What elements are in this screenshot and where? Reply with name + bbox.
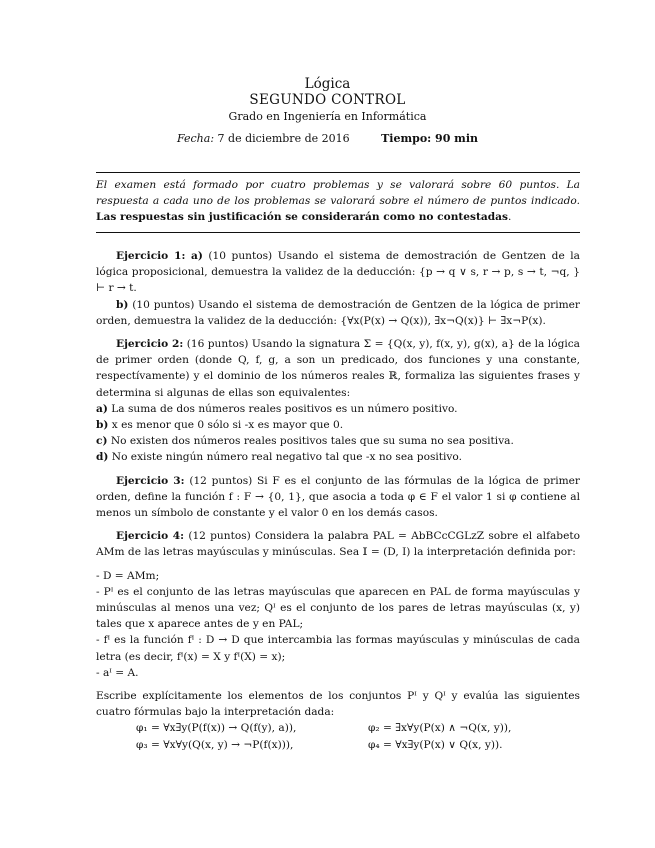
subject-title: Lógica: [304, 76, 351, 92]
ej2-item-text: No existe ningún número real negativo tal que -x no sea positivo.: [111, 451, 462, 464]
ejercicio-3: [96, 473, 580, 522]
intro-end: .: [508, 211, 512, 223]
ej4-text: (12 puntos) Considera la palabra PAL = AbBCcCGLzZ sobre el alfabeto AMm de las letras mayúsculas y minúsculas. Sea 𝕀 = (D, I) la interpretación definida por:: [96, 530, 580, 559]
tiempo-label: Tiempo: 90 min: [381, 132, 478, 145]
exam-body: [96, 248, 580, 753]
ej1-a-label: a): [190, 250, 203, 262]
ej4-line-f: - fᴵ es la función fᴵ : D → D que intercambia las formas mayúsculas y minúsculas de cada letra (es decir, fᴵ(x) = X y fᴵ(X) = x);: [96, 634, 580, 663]
exam-title: SEGUNDO CONTROL: [249, 92, 406, 108]
ej2-text: (16 puntos) Usando la signatura Σ = {Q(x, y), f(x, y), g(x), a} de la lógica de primer orden (donde Q, f, g, a son un predicado, dos funciones y una constante, respectívamente) y el dominio de los números reales ℝ, formaliza las siguientes frases y determina si algunas de ellas son equivalentes:: [96, 338, 580, 399]
intro-box: [96, 177, 580, 225]
ej3-text: (12 puntos) Si F es el conjunto de las fórmulas de la lógica de primer orden, define la función f : F → {0, 1}, que asocia a toda φ ∈ F el valor 1 si φ contiene al menos un símbolo de constante y el valor 0 en los demás casos.: [96, 474, 580, 520]
ej4-label: Ejercicio 4:: [116, 530, 185, 543]
bottom-rule: [96, 232, 580, 233]
ej2-label: Ejercicio 2:: [116, 338, 184, 351]
fecha-value: 7 de diciembre de 2016: [217, 132, 350, 145]
ej4-line-p: - Pᴵ es el conjunto de las letras mayúsculas que aparecen en PAL de forma mayúsculas y minúsculas al menos una vez; Qᴵ es el conjunto de los pares de letras mayúsculas (x, y) tales que x aparece antes de y en PAL;: [96, 585, 580, 631]
ej3-label: Ejercicio 3:: [116, 474, 185, 487]
ejercicio-1b: [96, 297, 580, 329]
ej2-item-text: La suma de dos números reales positivos es un número positivo.: [111, 402, 458, 415]
ej1-b-label: b): [116, 298, 129, 311]
formula-block: [136, 720, 580, 752]
ej4-line-a: - aᴵ = A.: [96, 666, 139, 679]
formula-phi1: φ₁ = ∀x∃y(P(f(x)) → Q(f(y), a)),: [136, 722, 297, 735]
ejercicio-1a: [96, 248, 580, 297]
ejercicio-4: [96, 528, 580, 560]
ej4-line-domain: - D = AMm;: [96, 569, 160, 582]
ej4-closing: Escribe explícitamente los elementos de los conjuntos Pᴵ y Qᴵ y evalúa las siguientes cuatro fórmulas bajo la interpretación dada:: [96, 690, 580, 719]
ej2-item-label: b): [96, 419, 109, 432]
ej2-item-a: [96, 401, 580, 417]
ej2-item-label: d): [96, 451, 109, 464]
fecha-label: Fecha:: [176, 132, 215, 145]
ejercicio-2: [96, 336, 580, 401]
date-time-line: [0, 132, 655, 145]
formula-phi2: φ₂ = ∃x∀y(P(x) ∧ ¬Q(x, y)),: [368, 722, 512, 735]
formula-phi3: φ₃ = ∀x∀y(Q(x, y) → ¬P(f(x))),: [136, 738, 294, 751]
ej2-item-c: [96, 433, 580, 449]
ej1-a-text: (10 puntos) Usando el sistema de demostración de Gentzen de la lógica proposicional, demuestra la validez de la deducción: {p → q ∨ s, r → p, s → t, ¬q, } ⊢ r → t.: [96, 250, 580, 295]
ej2-item-text: No existen dos números reales positivos tales que su suma no sea positiva.: [110, 435, 514, 448]
formula-phi4: φ₄ = ∀x∃y(P(x) ∨ Q(x, y)).: [368, 738, 503, 751]
ej2-item-label: a): [96, 402, 108, 415]
ej2-item-b: [96, 417, 580, 433]
ej2-item-text: x es menor que 0 sólo si -x es mayor que 0.: [111, 419, 344, 432]
ej1-b-text: (10 puntos) Usando el sistema de demostración de Gentzen de la lógica de primer orden, demuestra la validez de la deducción: {∀x(P(x) → Q(x)), ∃x¬Q(x)} ⊢ ∃x¬P(x).: [96, 298, 580, 327]
ej2-item-label: c): [96, 435, 108, 448]
intro-bold: Las respuestas sin justificación se considerarán como no contestadas: [96, 211, 508, 223]
ej1-label: Ejercicio 1:: [116, 250, 186, 262]
top-rule: [96, 172, 580, 173]
ej2-item-d: [96, 449, 580, 465]
intro-italic: El examen está formado por cuatro problemas y se valorará sobre 60 puntos. La respuesta a cada uno de los problemas se valorará sobre el número de puntos indicado.: [96, 179, 580, 207]
degree-line: Grado en Ingeniería en Informática: [228, 110, 427, 123]
